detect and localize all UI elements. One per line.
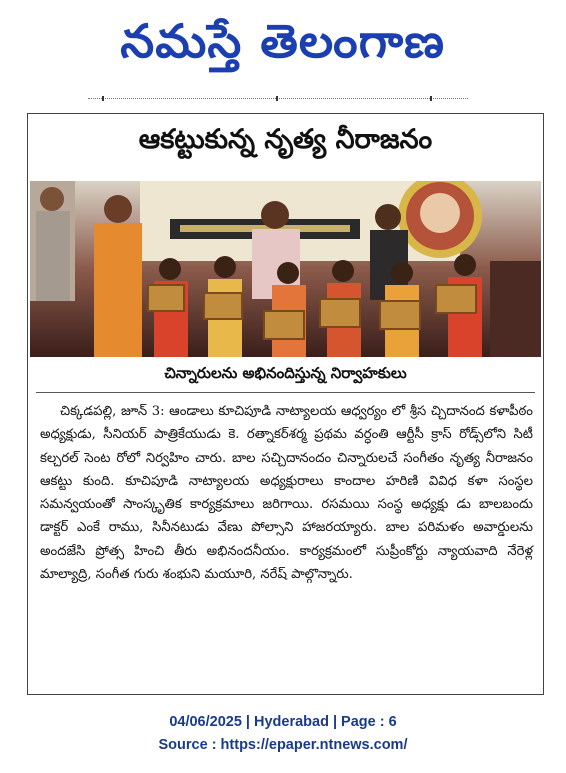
- divider-tick: [430, 96, 432, 101]
- masthead-divider: [88, 98, 468, 99]
- masthead: [0, 6, 566, 76]
- photo-caption: చిన్నారులను అభినందిస్తున్న నిర్వాహకులు: [164, 364, 407, 382]
- article-clipping: [27, 113, 544, 695]
- divider-tick: [276, 96, 278, 101]
- divider-tick: [102, 96, 104, 101]
- article-headline: ఆకట్టుకున్న నృత్య నీరాజనం: [138, 124, 433, 155]
- event-photo-illustration: [30, 181, 541, 357]
- footer-date-line: 04/06/2025 | Hyderabad | Page : 6: [169, 714, 397, 730]
- article-photo: [30, 181, 541, 357]
- article-body: చిక్కడపల్లి, జూన్ 3: ఆండాలు కూచిపూడి నాట్యాలయ ఆధ్వర్యం లో శ్రీస చ్చిదానంద కళాపీఠం అధ్యక్షుడు, సీనియర్ పాత్రికేయుడు కె. రత్నాకర్‌శర్మ ప్రథమ వర్ధంతి ఆర్టీసీ క్రాస్ రోడ్స్‌లోని సిటీ కల్చరల్ సెంట రోలో నిర్వహిం చారు. బాల సచ్చిదానందం చిన్నారులచే సంగీతం నృత్య నీరాజనం ఆకట్టు కుంది. కూచిపూడి నాట్యాలయ అధ్యక్షురాలు కాందాల హరిణి వివిధ కళా సంస్థల సమన్వయంతో సాంస్కృతిక కార్యక్రమాలు జరిగాయి. రసమయి సంస్థ అధ్యక్షు డు బాలబందు డాక్టర్ ఎంకే రాము, సినీనటుడు వేణు పోల్సాని హాజరయ్యారు. బాల పరిమళం అవార్డులను అందజేసి ప్రోత్స హించి తీరు అభినందనీయం. కార్యక్రమంలో సుప్రీంకోర్టు న్యాయవాది నేరెళ్ల మాల్యాద్రి, సంగీత గురు శంభుని మయూరి, నరేష్ పాల్గొన్నారు.: [40, 404, 533, 583]
- newspaper-title: నమస్తే తెలంగాణ: [120, 14, 446, 68]
- caption-divider: [36, 392, 535, 393]
- footer-source-line[interactable]: Source : https://epaper.ntnews.com/: [158, 737, 408, 753]
